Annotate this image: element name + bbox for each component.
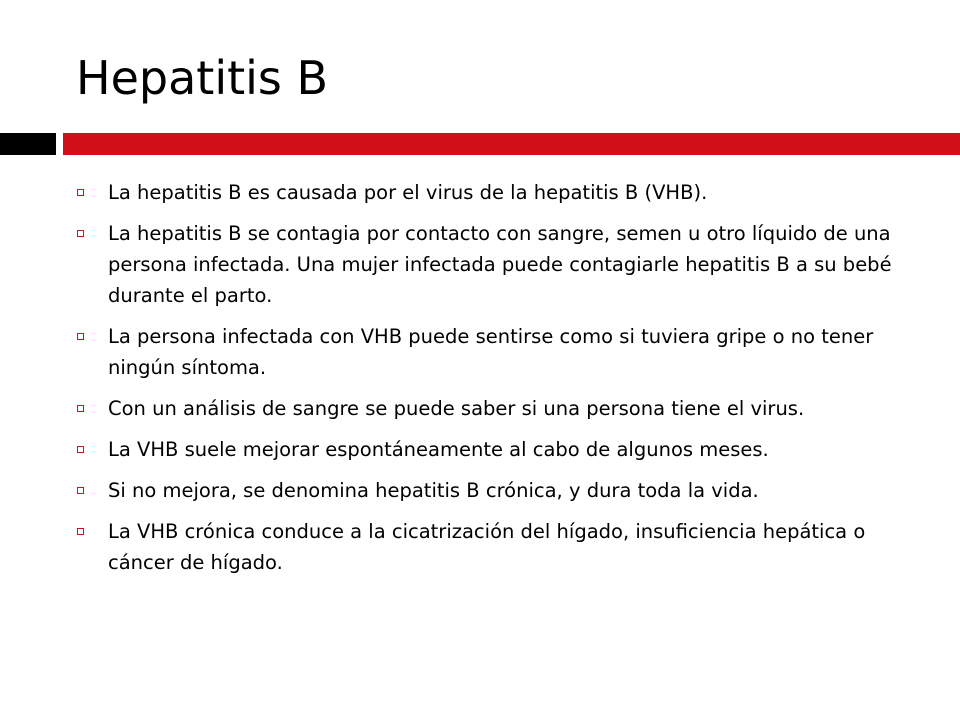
bullet-text: La persona infectada con VHB puede sentirse como si tuviera gripe o no tener ningún síntoma. bbox=[108, 325, 874, 379]
square-bullet-icon bbox=[77, 189, 84, 196]
bullet-text: La hepatitis B se contagia por contacto con sangre, semen u otro líquido de una persona infectada. Una mujer infectada puede contagiarle hepatitis B a su bebé durante el parto. bbox=[108, 222, 892, 307]
square-bullet-icon bbox=[77, 333, 84, 340]
square-bullet-icon bbox=[77, 446, 84, 453]
bullet-item bbox=[75, 516, 915, 578]
bullet-item bbox=[75, 393, 915, 424]
bullet-text: La VHB suele mejorar espontáneamente al cabo de algunos meses. bbox=[108, 438, 769, 461]
square-bullet-icon bbox=[77, 230, 84, 237]
bullet-list bbox=[75, 177, 915, 588]
bullet-text: La hepatitis B es causada por el virus de la hepatitis B (VHB). bbox=[108, 181, 708, 204]
bullet-text: Con un análisis de sangre se puede saber si una persona tiene el virus. bbox=[108, 397, 805, 420]
square-bullet-icon bbox=[77, 528, 84, 535]
bullet-item bbox=[75, 321, 915, 383]
title-underline-dark-bar bbox=[0, 133, 56, 155]
bullet-text: La VHB crónica conduce a la cicatrización del hígado, insuficiencia hepática o cáncer de hígado. bbox=[108, 520, 866, 574]
slide-title: Hepatitis B bbox=[76, 51, 329, 105]
bullet-item bbox=[75, 177, 915, 208]
square-bullet-icon bbox=[77, 405, 84, 412]
bullet-item bbox=[75, 218, 915, 311]
square-bullet-icon bbox=[77, 487, 84, 494]
bullet-item bbox=[75, 434, 915, 465]
bullet-item bbox=[75, 475, 915, 506]
bullet-text: Si no mejora, se denomina hepatitis B crónica, y dura toda la vida. bbox=[108, 479, 759, 502]
title-underline-red-bar bbox=[63, 133, 960, 155]
